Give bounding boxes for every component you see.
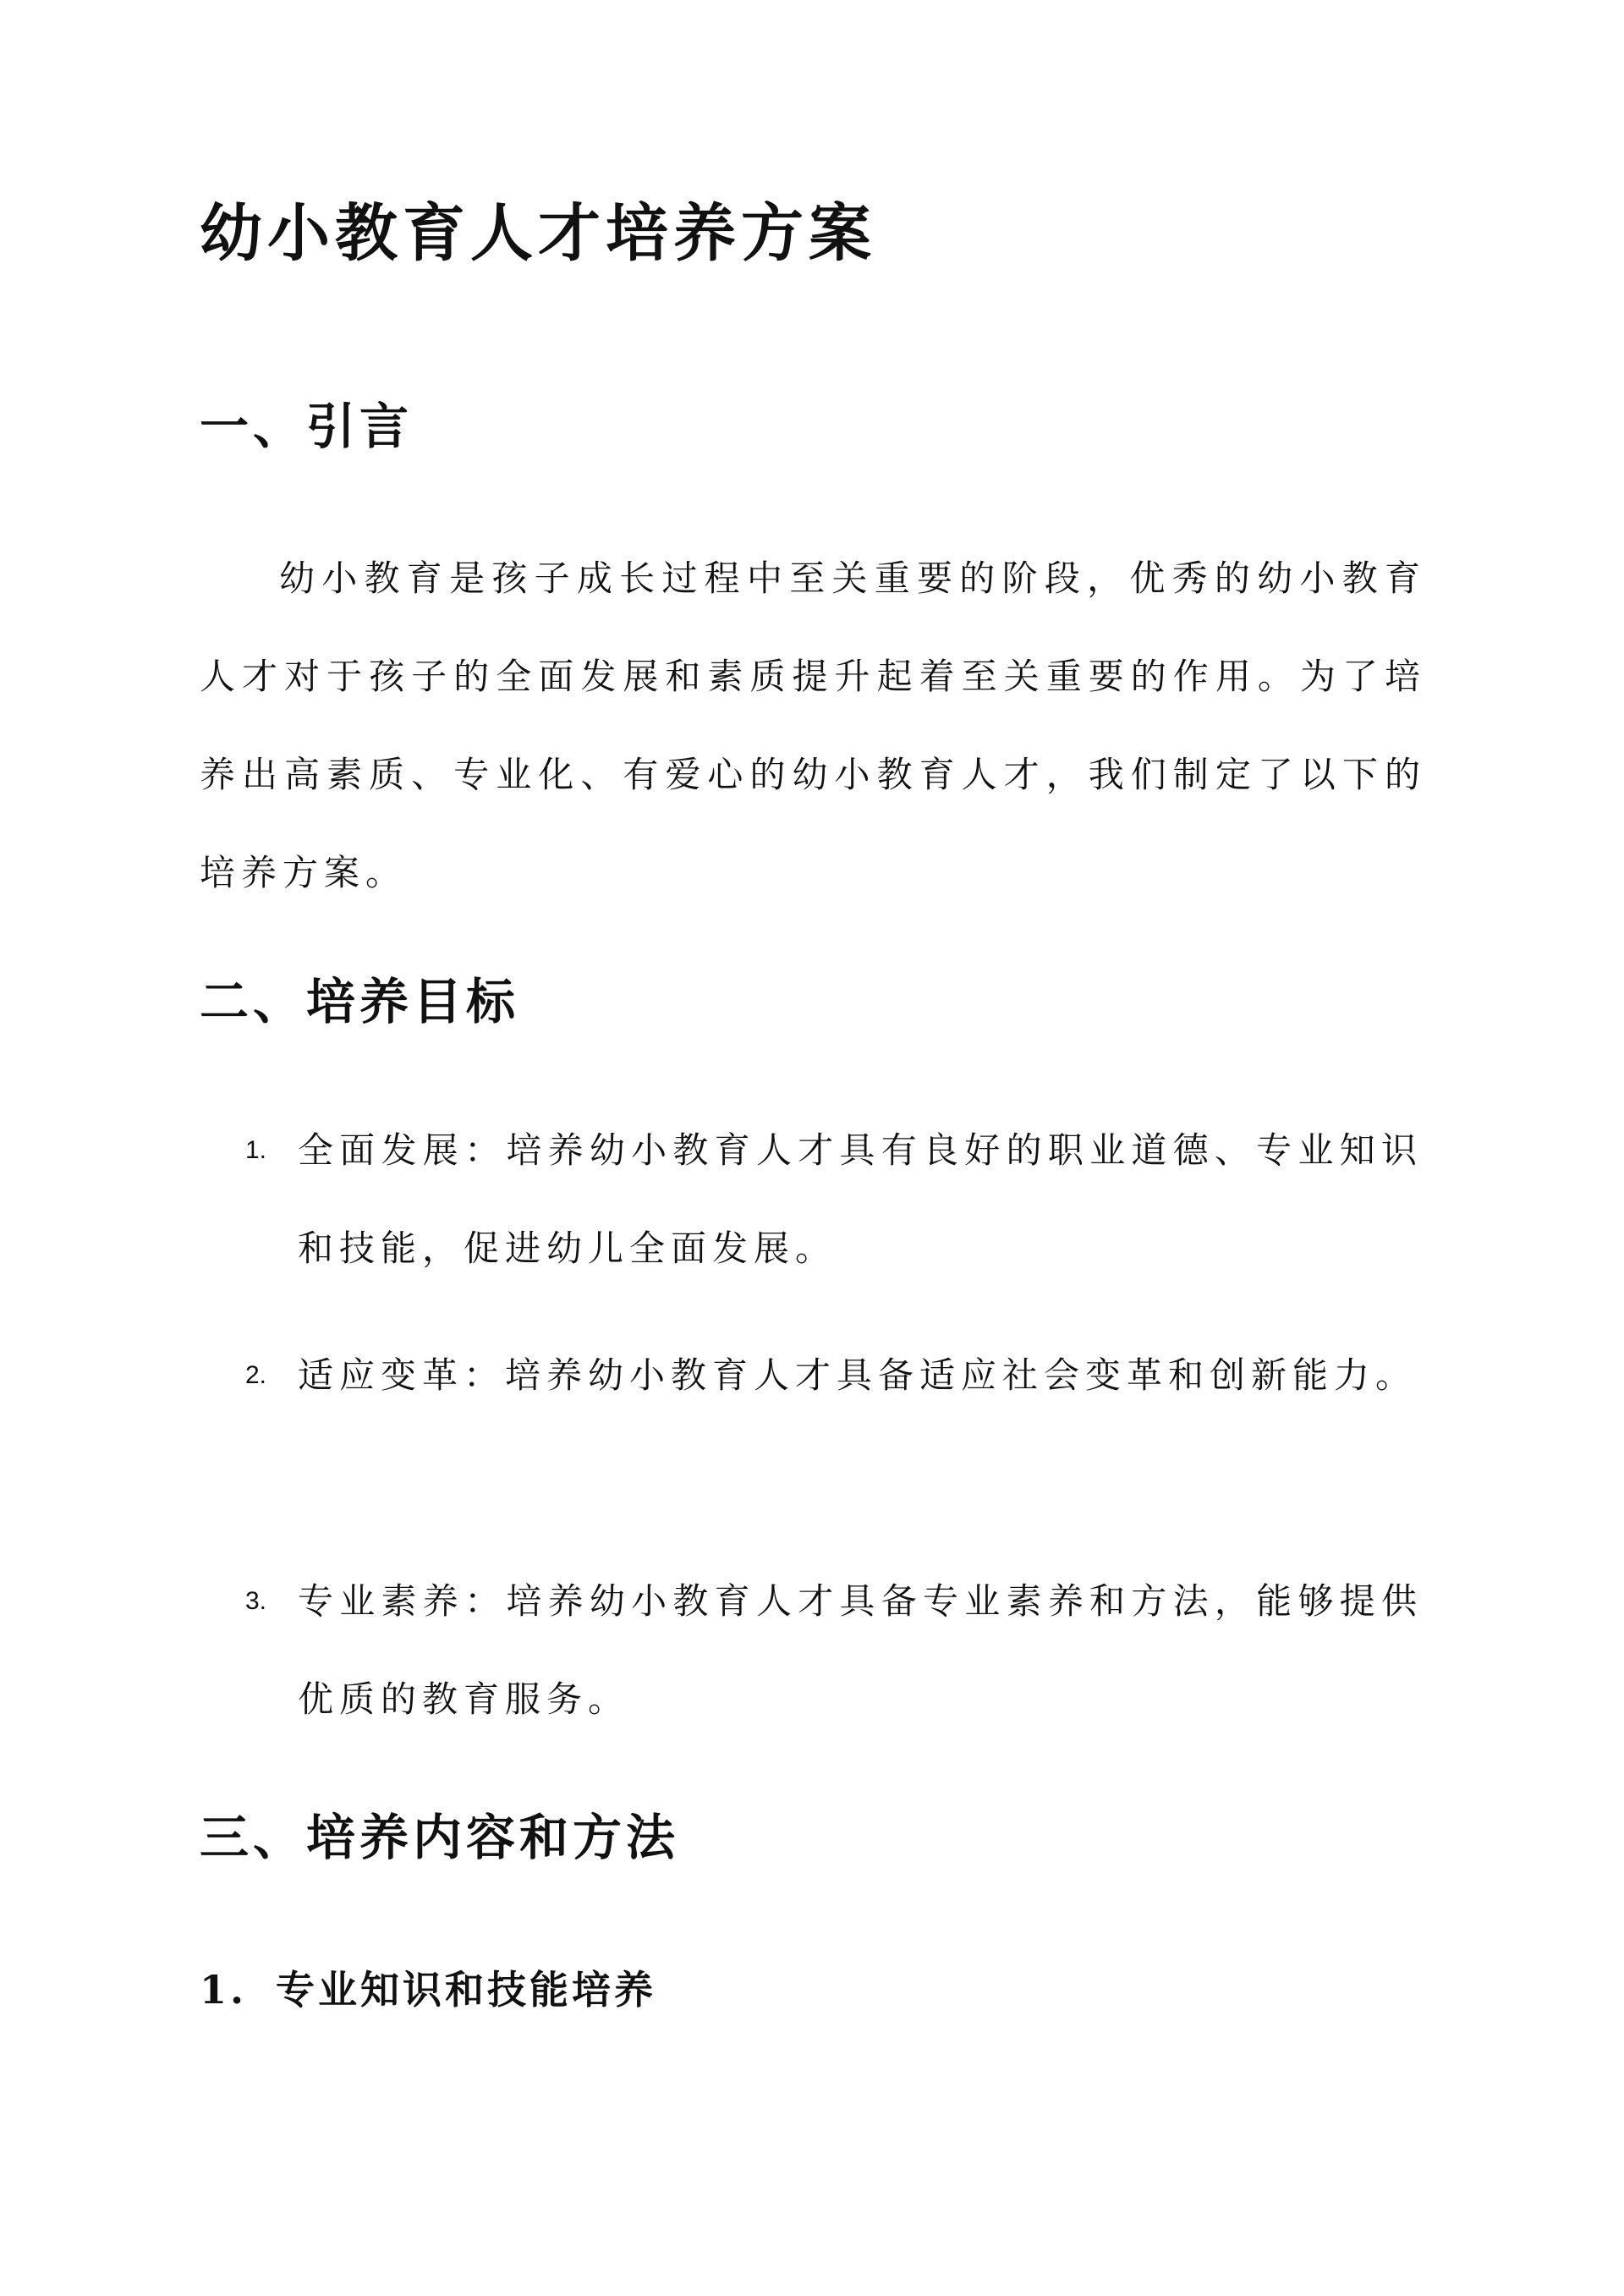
list-item bbox=[245, 1327, 1429, 1425]
list-item-number: 2. bbox=[245, 1361, 267, 1389]
subsection-heading bbox=[200, 1967, 656, 2013]
introduction-paragraph: 幼小教育是孩子成长过程中至关重要的阶段，优秀的幼小教育人才对于孩子的全面发展和素质提升起着至关重要的作用。为了培养出高素质、专业化、有爱心的幼小教育人才，我们制定了以下的培养方案。 bbox=[200, 558, 1426, 893]
list-item-number: 1. bbox=[245, 1136, 267, 1164]
subsection-title: 专业知识和技能培养 bbox=[276, 1967, 656, 2013]
list-item-text: 适应变革：培养幼小教育人才具备适应社会变革和创新能力。 bbox=[298, 1354, 1418, 1396]
section-heading-content-methods: 三、培养内容和方法 bbox=[200, 1809, 680, 1866]
list-item bbox=[245, 1552, 1429, 1749]
list-item bbox=[245, 1101, 1429, 1298]
subsection-number: 1. bbox=[200, 1967, 248, 2013]
section-heading-introduction: 一、引言 bbox=[200, 398, 414, 455]
list-item-text: 专业素养：培养幼小教育人才具备专业素养和方法，能够提供优质的教育服务。 bbox=[298, 1580, 1423, 1720]
document-title: 幼小教育人才培养方案 bbox=[200, 197, 876, 270]
list-item-text: 全面发展：培养幼小教育人才具有良好的职业道德、专业知识和技能，促进幼儿全面发展。 bbox=[298, 1129, 1423, 1269]
section-heading-goals: 二、培养目标 bbox=[200, 973, 520, 1030]
list-item-number: 3. bbox=[245, 1587, 267, 1615]
